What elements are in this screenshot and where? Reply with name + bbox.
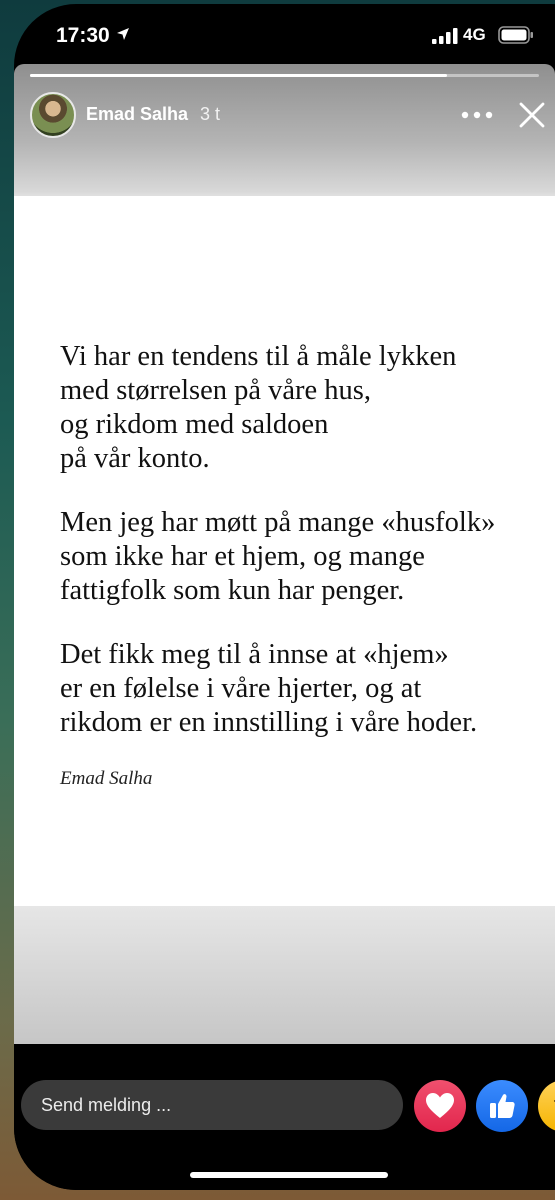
- quote-paragraph: Vi har en tendens til å måle lykken med størrelsen på våre hus, og rikdom med saldoen på vår konto.: [60, 341, 457, 474]
- laughing-face-icon: [549, 1091, 555, 1121]
- love-reaction-button[interactable]: [414, 1080, 466, 1132]
- quote-paragraph: Det fikk meg til å innse at «hjem» er en følelse i våre hjerter, og at rikdom er en innstilling i våre hoder.: [60, 639, 478, 738]
- location-arrow-icon: [116, 27, 130, 41]
- quote-text: [60, 340, 530, 770]
- cellular-signal-icon: [432, 28, 458, 44]
- heart-icon: [425, 1092, 455, 1120]
- story-viewer[interactable]: [14, 64, 555, 1044]
- network-type: 4G: [463, 25, 486, 44]
- story-age: 3 t: [200, 104, 221, 124]
- reply-bar: [14, 1044, 555, 1190]
- story-progress-bar: [30, 74, 539, 77]
- quote-card: [14, 196, 555, 906]
- like-reaction-button[interactable]: [476, 1080, 528, 1132]
- home-indicator[interactable]: [190, 1172, 388, 1178]
- thumbs-up-icon: [487, 1091, 517, 1121]
- more-options-icon[interactable]: [460, 108, 494, 122]
- author-name[interactable]: Emad Salha: [86, 104, 189, 124]
- status-bar: [14, 4, 555, 66]
- phone-screen: [14, 4, 555, 1190]
- quote-paragraph: Men jeg har møtt på mange «husfolk» som ikke har et hjem, og mange fattigfolk som kun har penger.: [60, 507, 496, 606]
- quote-signature: Emad Salha: [60, 768, 153, 789]
- battery-icon: [498, 26, 534, 44]
- send-message-input[interactable]: Send melding ...: [21, 1080, 403, 1130]
- story-background-lower: [14, 906, 555, 1044]
- story-progress-fill: [30, 74, 447, 77]
- status-time: 17:30: [56, 24, 110, 47]
- author-avatar[interactable]: [30, 92, 76, 138]
- close-icon[interactable]: [517, 100, 547, 130]
- haha-reaction-button[interactable]: [538, 1080, 555, 1132]
